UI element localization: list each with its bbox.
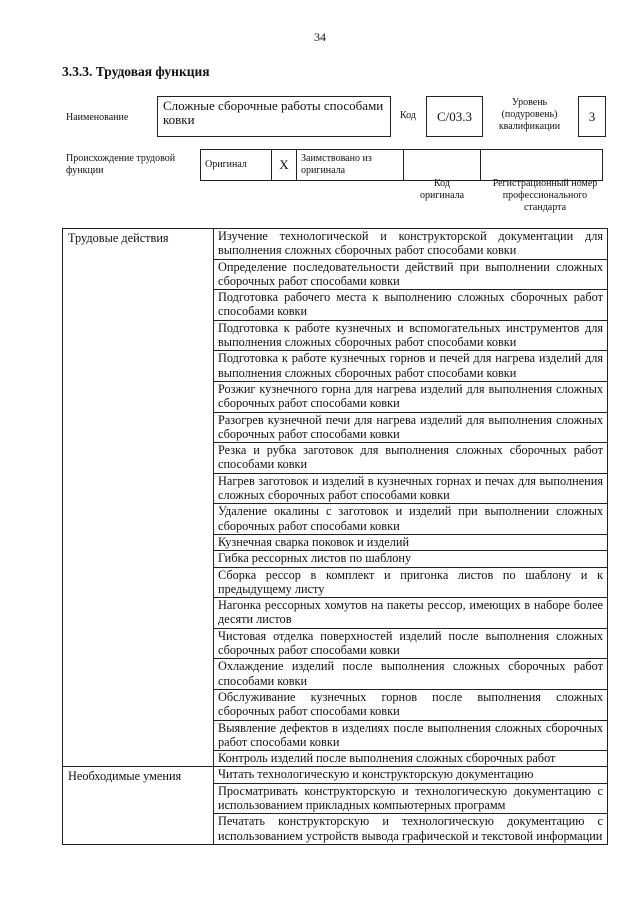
labor-actions-item: Разогрев кузнечной печи для нагрева изделий для выполнения сложных сборочных работ способами ковки bbox=[214, 412, 608, 443]
labor-actions-item: Изучение технологической и конструкторской документации для выполнения сложных сборочных работ способами ковки bbox=[214, 229, 608, 260]
reg-number-line3: стандарта bbox=[523, 202, 567, 213]
required-skills-item: Просматривать конструкторскую и технологическую документацию с использованием прикладных компьютерных программ bbox=[214, 783, 608, 814]
labor-actions-item: Выявление дефектов в изделиях после выполнения сложных сборочных работ способами ковки bbox=[214, 720, 608, 751]
name-value-box bbox=[157, 96, 391, 137]
code-original-cell bbox=[404, 150, 481, 181]
labor-actions-item: Подготовка рабочего места к выполнению сложных сборочных работ способами ковки bbox=[214, 290, 608, 321]
labor-actions-category: Трудовые действия bbox=[63, 229, 214, 767]
required-skills-item: Читать технологическую и конструкторскую документацию bbox=[214, 767, 608, 783]
reg-number-line1: Регистрационный номер bbox=[492, 178, 598, 189]
name-value: Сложные сборочные работы способами ковки bbox=[163, 98, 384, 127]
origin-table bbox=[200, 149, 603, 181]
borrowed-cell bbox=[297, 150, 404, 181]
reg-number-caption bbox=[482, 178, 608, 214]
labor-actions-item: Охлаждение изделий после выполнения сложных сборочных работ способами ковки bbox=[214, 659, 608, 690]
labor-actions-item: Чистовая отделка поверхностей изделий после выполнения сложных сборочных работ способами ковки bbox=[214, 628, 608, 659]
code-original-caption bbox=[406, 178, 478, 202]
original-mark: X bbox=[279, 157, 289, 172]
level-value: 3 bbox=[588, 108, 596, 124]
original-mark-cell bbox=[272, 150, 297, 181]
reg-number-cell bbox=[481, 150, 603, 181]
level-label bbox=[487, 97, 572, 133]
labor-actions-item: Резка и рубка заготовок для выполнения сложных сборочных работ способами ковки bbox=[214, 443, 608, 474]
labor-actions-item: Подготовка к работе кузнечных и вспомогательных инструментов для выполнения сложных сборочных работ способами ковки bbox=[214, 320, 608, 351]
labor-actions-item: Нагрев заготовок и изделий в кузнечных горнах и печах для выполнения сложных сборочных работ способами ковки bbox=[214, 473, 608, 504]
code-original-line1: Код bbox=[434, 178, 450, 189]
name-label: Наименование bbox=[66, 112, 129, 123]
labor-actions-item: Подготовка к работе кузнечных горнов и печей для нагрева изделий для выполнения сложных сборочных работ способами ковки bbox=[214, 351, 608, 382]
labor-actions-item: Сборка рессор в комплект и пригонка листов по шаблону и к предыдущему листу bbox=[214, 567, 608, 598]
level-label-line2: (подуровень) bbox=[501, 109, 558, 120]
labor-actions-item: Удаление окалины с заготовок и изделий при выполнении сложных сборочных работ способами ковки bbox=[214, 504, 608, 535]
code-value: C/03.3 bbox=[436, 108, 473, 124]
reg-number-line2: профессионального bbox=[502, 190, 588, 201]
table-row bbox=[63, 229, 608, 260]
section-title: 3.3.3. Трудовая функция bbox=[62, 64, 210, 79]
labor-actions-item: Розжиг кузнечного горна для нагрева изделий для выполнения сложных сборочных работ способами ковки bbox=[214, 381, 608, 412]
labor-actions-item: Гибка рессорных листов по шаблону bbox=[214, 551, 608, 567]
level-label-line3: квалификации bbox=[498, 121, 561, 132]
code-label: Код bbox=[400, 110, 416, 121]
borrowed-label: Заимствовано из оригинала bbox=[301, 153, 372, 176]
origin-label: Происхождение трудовой функции bbox=[66, 153, 176, 176]
table-row bbox=[63, 767, 608, 783]
original-cell bbox=[201, 150, 272, 181]
labor-actions-item: Контроль изделий после выполнения сложных сборочных работ bbox=[214, 751, 608, 767]
labor-actions-item: Кузнечная сварка поковок и изделий bbox=[214, 534, 608, 550]
level-value-box bbox=[578, 96, 606, 137]
function-table bbox=[62, 228, 608, 845]
labor-actions-item: Нагонка рессорных хомутов на пакеты рессор, имеющих в наборе более десяти листов bbox=[214, 598, 608, 629]
code-original-line2: оригинала bbox=[419, 190, 465, 201]
labor-actions-item: Обслуживание кузнечных горнов после выполнения сложных сборочных работ способами ковки bbox=[214, 689, 608, 720]
original-label: Оригинал bbox=[205, 159, 247, 170]
required-skills-item: Печатать конструкторскую и технологическую документацию с использованием устройств вывода графической и текстовой информации bbox=[214, 814, 608, 845]
level-label-line1: Уровень bbox=[511, 97, 548, 108]
page-number: 34 bbox=[314, 30, 326, 44]
required-skills-category: Необходимые умения bbox=[63, 767, 214, 844]
code-value-box bbox=[426, 96, 483, 137]
labor-actions-item: Определение последовательности действий при выполнении сложных сборочных работ способами ковки bbox=[214, 259, 608, 290]
